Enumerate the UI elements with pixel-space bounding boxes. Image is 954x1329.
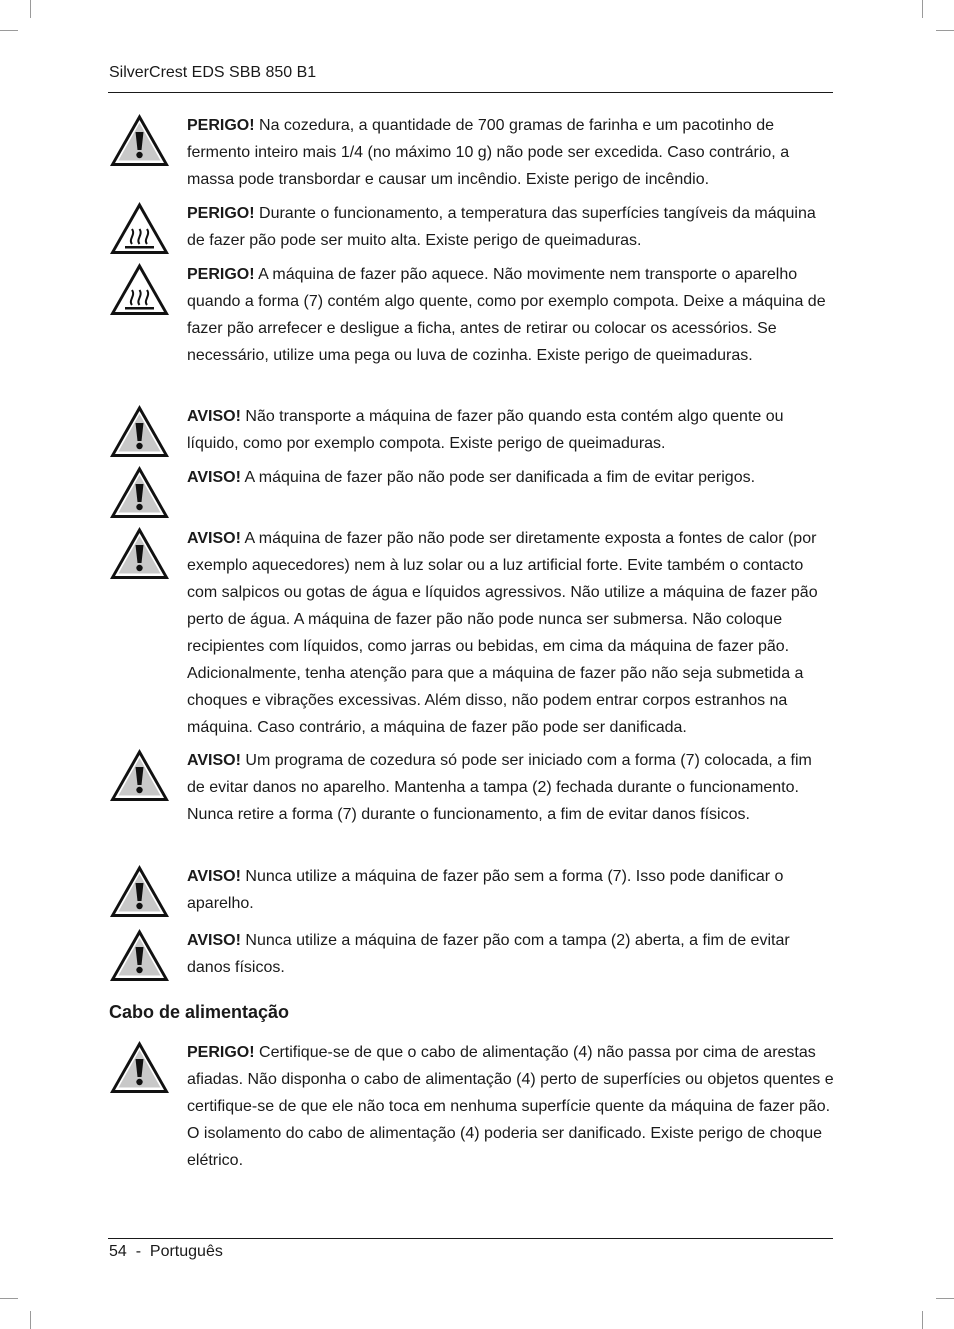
warning-body: A máquina de fazer pão não pode ser diretamente exposta a fontes de calor (por exemplo aquecedores) nem à luz solar ou a luz artificial forte. Evite também o contacto com salpicos ou gotas de água e líquidos agressivos. Não utilize a máquina de fazer pão perto de água. A máquina de fazer pão não pode nunca ser submersa. Não coloque recipientes com líquidos, como jarras ou bebidas, em cima da máquina de fazer pão. Adicionalmente, tenha atenção para que a máquina de fazer pão não seja submetida a choques e vibrações excessivas. Além disso, não podem entrar corpos estranhos na máquina. Caso contrário, a máquina de fazer pão pode ser danificada.: [187, 530, 818, 736]
warning-body: Nunca utilize a máquina de fazer pão com a tampa (2) aberta, a fim de evitar danos físicos.: [187, 932, 790, 976]
warning-label: AVISO!: [187, 868, 241, 885]
warning-block: [108, 927, 834, 997]
warning-body: A máquina de fazer pão aquece. Não movimente nem transporte o aparelho quando a forma (7) contém algo quente, como por exemplo compota. Deixe a máquina de fazer pão arrefecer e desligue a ficha, antes de retirar ou colocar os acessórios. Se necessário, utilize uma pega ou luva de cozinha. Existe perigo de queimaduras.: [187, 266, 826, 364]
warning-block: [108, 261, 834, 385]
warning-label: AVISO!: [187, 752, 241, 769]
warning-triangle-icon: [108, 927, 171, 983]
crop-mark: [30, 0, 31, 18]
warning-label: PERIGO!: [187, 205, 255, 222]
hot-surface-icon: [108, 200, 171, 256]
warning-block: [108, 200, 834, 270]
warning-text: [187, 525, 834, 741]
warning-text: [187, 403, 834, 457]
warning-label: AVISO!: [187, 469, 241, 486]
warning-label: AVISO!: [187, 530, 241, 547]
warning-text: [187, 747, 834, 828]
warning-triangle-icon: [108, 863, 171, 919]
section-title: Cabo de alimentação: [109, 1002, 290, 1022]
warning-block: [108, 747, 834, 844]
warning-body: A máquina de fazer pão não pode ser danificada a fim de evitar perigos.: [240, 469, 756, 486]
warning-text: [187, 200, 834, 254]
header-rule: [108, 92, 833, 93]
warning-block: [108, 863, 834, 933]
warning-text: [187, 261, 834, 369]
header-title: SilverCrest EDS SBB 850 B1: [109, 64, 317, 81]
crop-mark: [30, 1311, 31, 1329]
crop-mark: [936, 30, 954, 31]
footer-rule: [108, 1238, 833, 1239]
warning-block: [108, 1039, 834, 1190]
warning-text: [187, 1039, 834, 1174]
warning-label: PERIGO!: [187, 266, 255, 283]
warning-text: [187, 464, 834, 491]
warning-triangle-icon: [108, 525, 171, 581]
warning-block: [108, 464, 834, 507]
warning-triangle-icon: [108, 403, 171, 459]
warning-triangle-icon: [108, 464, 171, 520]
warning-text: [187, 112, 834, 193]
warning-body: Um programa de cozedura só pode ser iniciado com a forma (7) colocada, a fim de evitar danos no aparelho. Mantenha a tampa (2) fechada durante o funcionamento. Nunca retire a forma (7) durante o funcionamento, a fim de evitar danos físicos.: [187, 752, 812, 823]
crop-mark: [922, 0, 923, 18]
warning-text: [187, 927, 834, 981]
warning-body: Nunca utilize a máquina de fazer pão sem a forma (7). Isso pode danificar o aparelho.: [187, 868, 784, 912]
warning-block: [108, 525, 834, 757]
warning-text: [187, 863, 834, 917]
warning-label: AVISO!: [187, 932, 241, 949]
warning-block: [108, 403, 834, 473]
footer-page-number: 54 - Português: [109, 1243, 223, 1260]
crop-mark: [922, 1311, 923, 1329]
warning-label: PERIGO!: [187, 1044, 255, 1061]
crop-mark: [0, 30, 18, 31]
crop-mark: [936, 1298, 954, 1299]
warning-triangle-icon: [108, 112, 171, 168]
warning-body: Certifique-se de que o cabo de alimentação (4) não passa por cima de arestas afiadas. Não disponha o cabo de alimentação (4) perto de superfícies ou objetos quentes e certifique-se de que ele não toca em nenhuma superfície quente da máquina de fazer pão. O isolamento do cabo de alimentação (4) poderia ser danificado. Existe perigo de choque elétrico.: [187, 1044, 834, 1169]
warning-label: AVISO!: [187, 408, 241, 425]
warning-triangle-icon: [108, 1039, 171, 1095]
warning-triangle-icon: [108, 747, 171, 803]
warning-block: [108, 112, 834, 209]
warning-body: Na cozedura, a quantidade de 700 gramas de farinha e um pacotinho de fermento inteiro mais 1/4 (no máximo 10 g) não pode ser excedida. Caso contrário, a massa pode transbordar e causar um incêndio. Existe perigo de incêndio.: [187, 117, 790, 188]
warning-label: PERIGO!: [187, 117, 255, 134]
crop-mark: [0, 1298, 18, 1299]
hot-surface-icon: [108, 261, 171, 317]
warning-body: Não transporte a máquina de fazer pão quando esta contém algo quente ou líquido, como por exemplo compota. Existe perigo de queimaduras.: [187, 408, 784, 452]
warning-body: Durante o funcionamento, a temperatura das superfícies tangíveis da máquina de fazer pão pode ser muito alta. Existe perigo de queimaduras.: [187, 205, 816, 249]
